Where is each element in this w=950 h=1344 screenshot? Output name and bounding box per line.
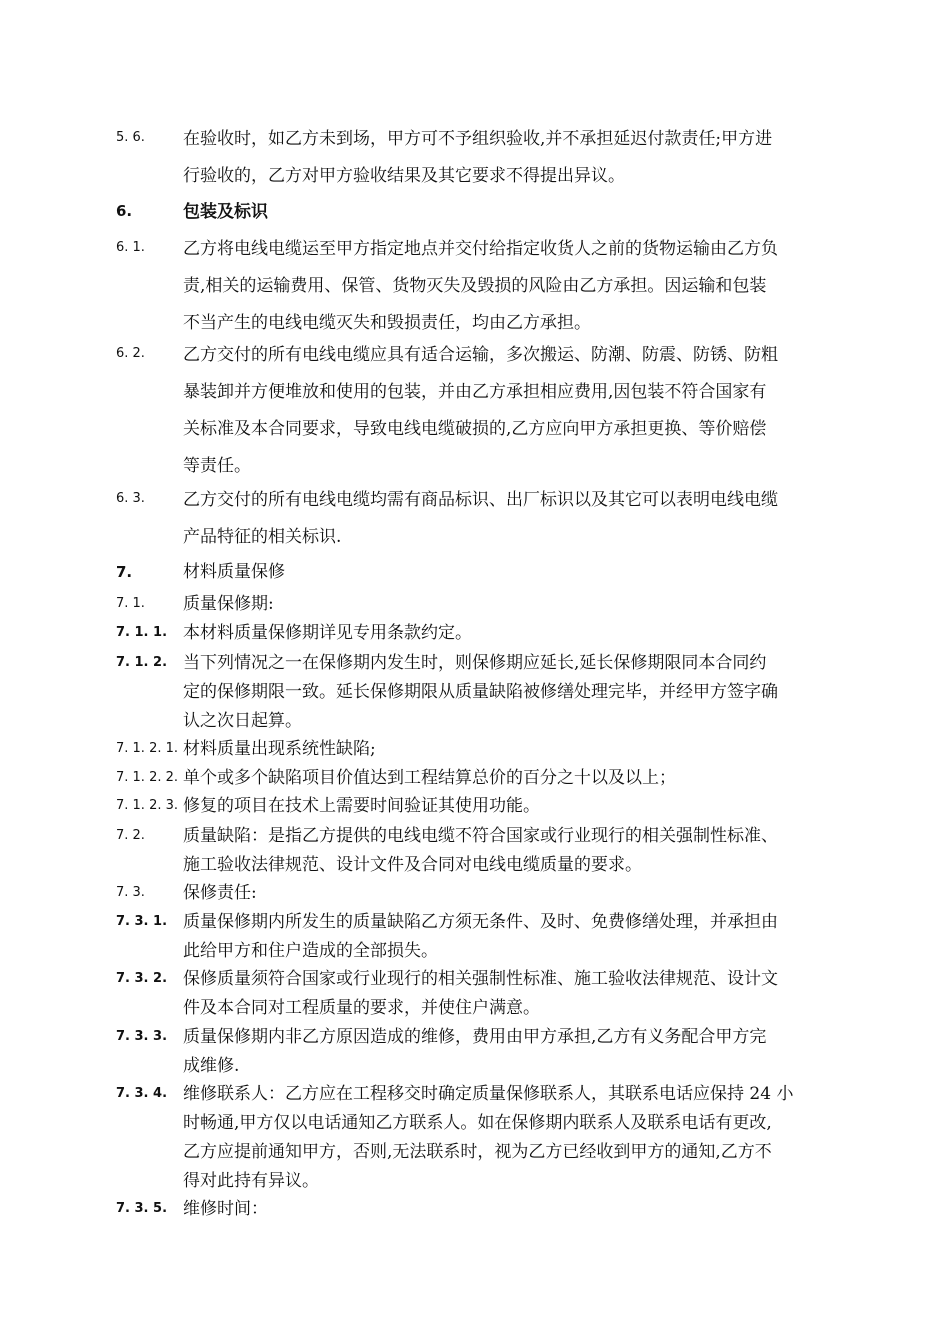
text-line: 当下列情况之一在保修期内发生时，则保修期应延长,延长保修期限同本合同约: [183, 653, 767, 673]
text-line: 维修时间：: [183, 1199, 268, 1219]
text-line: 等责任。: [183, 456, 251, 476]
text-line: 不当产生的电线电缆灭失和毁损责任，均由乙方承担。: [183, 313, 591, 333]
text-line: 质量保修期内所发生的质量缺陷乙方须无条件、及时、免费修缮处理，并承担由: [183, 912, 778, 932]
text-line: 乙方将电线电缆运至甲方指定地点并交付给指定收货人之前的货物运输由乙方负: [183, 239, 778, 259]
clause-number: 7. 3. 5.: [116, 1201, 168, 1216]
text-line: 质量缺陷：是指乙方提供的电线电缆不符合国家或行业现行的相关强制性标准、: [183, 826, 778, 846]
text-line: 在验收时，如乙方未到场，甲方可不予组织验收,并不承担延迟付款责任;甲方进: [183, 129, 773, 149]
text-line: 定的保修期限一致。延长保修期限从质量缺陷被修缮处理完毕，并经甲方签字确: [183, 682, 778, 702]
text-line: 质量保修期内非乙方原因造成的维修，费用由甲方承担,乙方有义务配合甲方完: [183, 1027, 767, 1047]
clause-text: [183, 822, 863, 880]
text-line: 成维修.: [183, 1056, 240, 1076]
clause-text: [183, 965, 863, 1023]
text-line: 时畅通,甲方仅以电话通知乙方联系人。如在保修期内联系人及联系电话有更改,: [183, 1113, 772, 1133]
clause-text: [183, 764, 863, 793]
clause-text: [183, 1080, 863, 1196]
clause-number: 6. 3.: [116, 491, 145, 506]
clause-text: [183, 792, 863, 821]
clause-text: [183, 337, 863, 485]
text-line: 修复的项目在技术上需要时间验证其使用功能。: [183, 796, 540, 816]
clause-number: 6. 2.: [116, 346, 145, 361]
clause-text: [183, 231, 863, 342]
section-title: [183, 194, 863, 231]
section-number: 7.: [116, 563, 133, 581]
clause-number: 7. 3.: [116, 885, 145, 900]
text-line: 乙方交付的所有电线电缆应具有适合运输，多次搬运、防潮、防震、防锈、防粗: [183, 345, 778, 365]
clause-number: 7. 3. 4.: [116, 1086, 168, 1101]
text-line: 本材料质量保修期详见专用条款约定。: [183, 623, 472, 643]
clause-text: [183, 619, 863, 648]
text-line: 维修联系人：乙方应在工程移交时确定质量保修联系人，其联系电话应保持 24 小: [183, 1084, 794, 1104]
clause-number: 7. 1.: [116, 596, 145, 611]
clause-number: 7. 1. 2. 1.: [116, 741, 179, 756]
text-line: 产品特征的相关标识.: [183, 527, 342, 547]
clause-text: [183, 649, 863, 736]
clause-text: [183, 121, 863, 195]
clause-text: [183, 879, 863, 908]
clause-number: 5. 6.: [116, 130, 145, 145]
text-line: 包装及标识: [183, 202, 268, 222]
section-title: [183, 558, 863, 587]
clause-text: [183, 482, 863, 556]
text-line: 暴装卸并方便堆放和使用的包装，并由乙方承担相应费用,因包装不符合国家有: [183, 382, 767, 402]
clause-text: [183, 590, 863, 619]
clause-text: [183, 735, 863, 764]
text-line: 件及本合同对工程质量的要求，并使住户满意。: [183, 998, 540, 1018]
text-line: 认之次日起算。: [183, 711, 302, 731]
text-line: 质量保修期:: [183, 594, 274, 614]
clause-text: [183, 1195, 863, 1224]
clause-text: [183, 908, 863, 966]
text-line: 关标准及本合同要求，导致电线电缆破损的,乙方应向甲方承担更换、等价赔偿: [183, 419, 767, 439]
clause-text: [183, 1023, 863, 1081]
text-line: 材料质量保修: [183, 562, 285, 582]
section-number: 6.: [116, 202, 133, 220]
text-line: 此给甲方和住户造成的全部损失。: [183, 941, 438, 961]
text-line: 保修质量须符合国家或行业现行的相关强制性标准、施工验收法律规范、设计文: [183, 969, 778, 989]
clause-number: 7. 2.: [116, 828, 145, 843]
clause-number: 7. 1. 2.: [116, 655, 168, 670]
text-line: 得对此持有异议。: [183, 1171, 319, 1191]
clause-number: 7. 1. 2. 3.: [116, 798, 179, 813]
clause-number: 7. 1. 1.: [116, 625, 168, 640]
text-line: 责,相关的运输费用、保管、货物灭失及毁损的风险由乙方承担。因运输和包装: [183, 276, 767, 296]
clause-number: 7. 3. 2.: [116, 971, 168, 986]
clause-number: 6. 1.: [116, 240, 145, 255]
text-line: 材料质量出现系统性缺陷;: [183, 739, 376, 759]
clause-number: 7. 1. 2. 2.: [116, 770, 179, 785]
text-line: 乙方交付的所有电线电缆均需有商品标识、出厂标识以及其它可以表明电线电缆: [183, 490, 778, 510]
text-line: 行验收的，乙方对甲方验收结果及其它要求不得提出异议。: [183, 166, 625, 186]
clause-number: 7. 3. 3.: [116, 1029, 168, 1044]
text-line: 施工验收法律规范、设计文件及合同对电线电缆质量的要求。: [183, 855, 642, 875]
text-line: 乙方应提前通知甲方，否则,无法联系时，视为乙方已经收到甲方的通知,乙方不: [183, 1142, 772, 1162]
clause-number: 7. 3. 1.: [116, 914, 168, 929]
text-line: 保修责任:: [183, 883, 257, 903]
text-line: 单个或多个缺陷项目价值达到工程结算总价的百分之十以及以上；: [183, 768, 676, 788]
